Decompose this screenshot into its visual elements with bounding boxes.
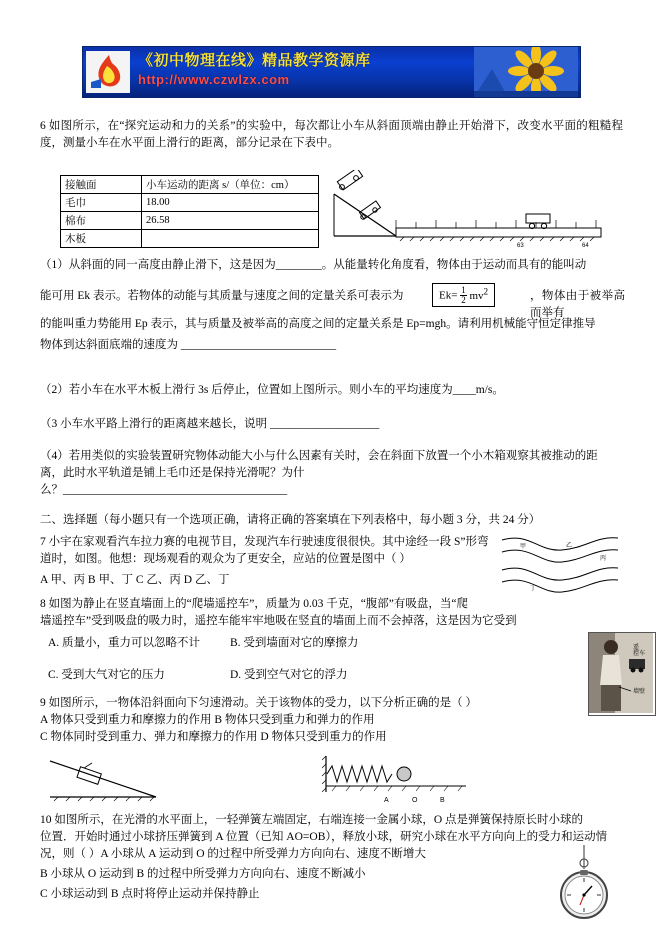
table-cell: 18.00 xyxy=(142,194,319,212)
q6-part1e: 物体到达斜面底端的速度为 ___________________________ xyxy=(40,339,337,351)
flame-logo-icon xyxy=(86,51,130,93)
formula-ek-label: Ek= xyxy=(439,289,458,302)
svg-text:B: B xyxy=(440,797,445,804)
formula-fraction: $\frac{1}{2}$ xyxy=(461,284,466,305)
q6-part1c: ，物体由于被举高而举有 xyxy=(530,290,625,319)
q9-options-cd: C 物体同时受到重力、弹力和摩擦力的作用 D 物体只受到重力的作用 xyxy=(40,731,387,743)
table-row xyxy=(61,194,319,212)
svg-text:64: 64 xyxy=(582,243,589,249)
svg-text:丙: 丙 xyxy=(600,555,607,562)
section2-title: 二、选择题（每小题只有一个选项正确，请将正确的答案填在下列表格中，每小题 3 分，共 24 分） xyxy=(40,514,541,526)
table-cell: 26.58 xyxy=(142,212,319,230)
q6-part1d: 的能叫重力势能用 Ep 表示，其与质量及被举高的高度之间的定量关系是 Ep=mgh。请利用机械能守恒定律推导 xyxy=(40,318,596,330)
svg-text:A: A xyxy=(384,797,389,804)
svg-text:遥: 遥 xyxy=(633,644,640,651)
q8-stem-line2: 墙遥控车”受到吸盘的吸力时，遥控车能牢牢地吸在竖直的墙面上而不会掉落，这是因为它受到 xyxy=(40,615,517,627)
q7-figure xyxy=(500,530,620,600)
svg-text:63: 63 xyxy=(517,243,524,249)
q8-option-d: D. 受到空气对它的浮力 xyxy=(230,669,348,681)
svg-text:O: O xyxy=(412,797,418,804)
banner-title-text: 《初中物理在线》精品教学资源库 xyxy=(138,51,371,69)
q8-stem-line1: 8 如图为静止在竖直墙面上的“爬墙遥控车”，质量为 0.03 千克，“腹部”有吸盘，当“爬 xyxy=(40,598,469,610)
table-cell: 棉布 xyxy=(61,212,142,230)
q6-part3: （3 小车水平路上滑行的距离越来越长，说明 ___________________ xyxy=(40,418,380,430)
q9-options-ab: A 物体只受到重力和摩擦力的作用 B 物体只受到重力和弹力的作用 xyxy=(40,714,375,726)
sunflower-icon xyxy=(474,47,578,97)
q10-option-c: C 小球运动到 B 点时将停止运动并保持静止 xyxy=(40,888,260,900)
q6-part4b: 离，此时水平轨道是铺上毛巾还是保持光滑呢？为什 xyxy=(40,467,305,479)
q10-stem-line3: 况，则（ ）A 小球从 A 运动到 O 的过程中所受弹力方向向右、速度不断增大 xyxy=(40,848,426,860)
formula-exponent: 2 xyxy=(483,286,489,296)
table-header-cell: 小车运动的距离 s/（单位：cm） xyxy=(142,176,319,194)
q10-figure-spring xyxy=(320,752,470,807)
q8-option-c: C. 受到大气对它的压力 xyxy=(48,669,165,681)
svg-text:墙壁: 墙壁 xyxy=(633,688,646,695)
q8-option-a: A. 质量小，重力可以忽略不计 xyxy=(48,637,201,649)
q6-part2: （2）若小车在水平木板上滑行 3s 后停止，位置如上图所示。则小车的平均速度为____m/s。 xyxy=(40,384,504,396)
svg-text:乙: 乙 xyxy=(566,542,573,549)
svg-text:甲: 甲 xyxy=(520,543,527,550)
q9-figure-incline xyxy=(44,755,174,807)
table-row xyxy=(61,212,319,230)
q6-part4: （4）若用类似的实验装置研究物体动能大小与什么因素有关时，会在斜面下放置一个小木箱观察其被推动的距 xyxy=(40,450,598,462)
table-header-cell: 接触面 xyxy=(61,176,142,194)
q6-part4c: 么？_______________________________________ xyxy=(40,484,288,496)
q8-option-b: B. 受到墙面对它的摩擦力 xyxy=(230,637,359,649)
q10-option-b: B 小球从 O 运动到 B 的过程中所受弹力方向向右、速度不断减小 xyxy=(40,868,366,880)
table-row xyxy=(61,230,319,248)
table-cell: 木板 xyxy=(61,230,142,248)
q6-stem: 6 如图所示，在“探究运动和力的关系”的实验中，每次都让小车从斜面顶端由静止开始滑下，改变水平面的粗糙程度，测量小车在水平面上滑行的距离，部分记录在下表中。 xyxy=(40,120,623,149)
banner-title xyxy=(138,51,468,93)
svg-text:丁: 丁 xyxy=(530,585,537,592)
q6-data-table xyxy=(60,175,319,248)
kinetic-energy-formula xyxy=(432,283,495,307)
q10-stem-line1: 10 如图所示，在光滑的水平面上，一轻弹簧左端固定，右端连接一金属小球，O 点是弹簧保持原长时小球的 xyxy=(40,814,584,826)
site-banner xyxy=(82,46,581,98)
q10-stem-line2: 位置．开始时通过小球挤压弹簧到 A 位置（已知 AO=OB），释放小球，研究小球在水平方向向上的受力和运动情 xyxy=(40,831,608,843)
q7-options: A 甲、丙 B 甲、丁 C 乙、丙 D 乙、丁 xyxy=(40,574,230,586)
table-cell: 毛巾 xyxy=(61,194,142,212)
formula-mv2: $mv^2$ xyxy=(469,286,489,302)
stopwatch-icon xyxy=(556,845,612,923)
svg-text:控车: 控车 xyxy=(633,650,646,657)
q6-part1b: 能可用 Ek 表示。若物体的动能与其质量与速度之间的定量关系可表示为 xyxy=(40,290,404,302)
q7-stem-line1: 7 小宇在家观看汽车拉力赛的电视节目，发现汽车行驶速度很很快。其中途经一段 S”形弯 xyxy=(40,536,489,548)
banner-url[interactable]: http://www.czwlzx.com xyxy=(138,72,290,87)
q7-stem-line2: 道时，如图。他想：现场观看的观众为了更安全，应站的位置是图中（ ） xyxy=(40,553,411,565)
q9-stem: 9 如图所示，一物体沿斜面向下匀速滑动。关于该物体的受力，以下分析正确的是（ ） xyxy=(40,697,477,709)
table-cell xyxy=(142,230,319,248)
table-header-row xyxy=(61,176,319,194)
q6-part1: （1）从斜面的同一高度由静止滑下，这是因为________。从能量转化角度看，物体由于运动而具有的能叫动 xyxy=(40,259,587,271)
q6-figure xyxy=(330,170,615,250)
